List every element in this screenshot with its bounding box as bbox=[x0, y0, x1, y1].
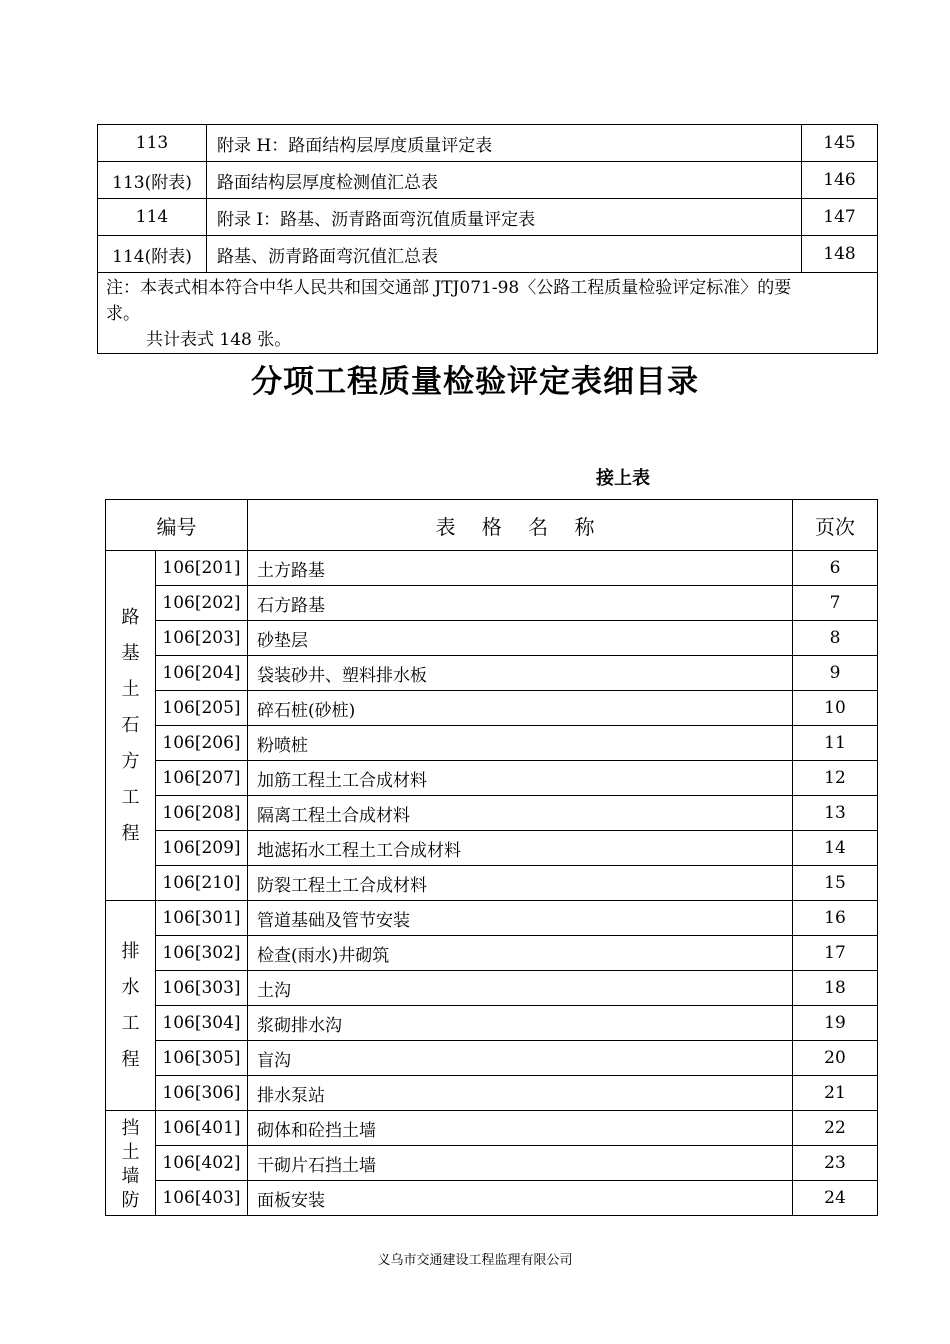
row-page: 24 bbox=[793, 1181, 878, 1216]
row-code: 106[209] bbox=[156, 831, 248, 866]
row-code: 106[303] bbox=[156, 971, 248, 1006]
table-row bbox=[98, 162, 878, 199]
footer-company: 义乌市交通建设工程监理有限公司 bbox=[377, 1253, 573, 1268]
table-header-row bbox=[106, 500, 878, 551]
table-row bbox=[106, 796, 878, 831]
row-page: 10 bbox=[793, 691, 878, 726]
row-page: 21 bbox=[793, 1076, 878, 1111]
row-code: 106[306] bbox=[156, 1076, 248, 1111]
row-page: 18 bbox=[793, 971, 878, 1006]
row-page: 16 bbox=[793, 901, 878, 936]
row-name: 砌体和砼挡土墙 bbox=[248, 1111, 793, 1146]
row-page: 6 bbox=[793, 551, 878, 586]
group-label-char: 基 bbox=[121, 642, 140, 664]
row-name: 防裂工程土工合成材料 bbox=[248, 866, 793, 901]
row-name: 检查(雨水)井砌筑 bbox=[248, 936, 793, 971]
table-row bbox=[106, 1006, 878, 1041]
row-page: 145 bbox=[802, 125, 878, 162]
row-code: 106[204] bbox=[156, 656, 248, 691]
row-code: 106[304] bbox=[156, 1006, 248, 1041]
table-row bbox=[106, 726, 878, 761]
continued-label: 接上表 bbox=[596, 468, 650, 489]
row-name: 附录 I：路基、沥青路面弯沉值质量评定表 bbox=[207, 199, 802, 236]
table-row bbox=[106, 1076, 878, 1111]
row-page: 11 bbox=[793, 726, 878, 761]
group-label-char: 防 bbox=[121, 1190, 140, 1211]
row-page: 22 bbox=[793, 1111, 878, 1146]
row-name: 隔离工程土合成材料 bbox=[248, 796, 793, 831]
row-page: 7 bbox=[793, 586, 878, 621]
row-code: 106[207] bbox=[156, 761, 248, 796]
previous-table-continuation bbox=[97, 124, 878, 354]
row-number: 113(附表) bbox=[98, 162, 207, 199]
row-code: 106[201] bbox=[156, 551, 248, 586]
group-label-char: 工 bbox=[121, 1012, 140, 1034]
row-name: 干砌片石挡土墙 bbox=[248, 1146, 793, 1181]
row-page: 20 bbox=[793, 1041, 878, 1076]
group-label-char: 挡 bbox=[121, 1118, 140, 1139]
row-page: 19 bbox=[793, 1006, 878, 1041]
row-number: 114 bbox=[98, 199, 207, 236]
group-label-char: 土 bbox=[121, 678, 140, 700]
note-row bbox=[98, 273, 878, 354]
row-name: 袋装砂井、塑料排水板 bbox=[248, 656, 793, 691]
row-number: 113 bbox=[98, 125, 207, 162]
group-label-char: 工 bbox=[121, 786, 140, 808]
group-label-char: 排 bbox=[121, 940, 140, 962]
group-label-char: 程 bbox=[121, 1048, 140, 1070]
row-page: 9 bbox=[793, 656, 878, 691]
table-row bbox=[106, 831, 878, 866]
group-label bbox=[106, 551, 156, 901]
row-code: 106[210] bbox=[156, 866, 248, 901]
note-total: 共计表式 148 张。 bbox=[146, 330, 292, 350]
header-page: 页次 bbox=[793, 500, 878, 551]
group-label-char: 水 bbox=[121, 976, 140, 998]
row-code: 106[401] bbox=[156, 1111, 248, 1146]
note-text: 注：本表式相本符合中华人民共和国交通部 JTJ071-98〈公路工程质量检验评定标准〉的要 bbox=[106, 278, 792, 298]
header-name: 表 格 名 称 bbox=[248, 500, 793, 551]
row-name: 路面结构层厚度检测值汇总表 bbox=[207, 162, 802, 199]
table-row bbox=[106, 656, 878, 691]
group-label-char: 方 bbox=[121, 750, 140, 772]
table-row bbox=[106, 761, 878, 796]
row-page: 17 bbox=[793, 936, 878, 971]
row-page: 146 bbox=[802, 162, 878, 199]
group-label-char: 程 bbox=[121, 822, 140, 844]
row-name: 土方路基 bbox=[248, 551, 793, 586]
table-row bbox=[106, 1146, 878, 1181]
row-page: 14 bbox=[793, 831, 878, 866]
row-name: 路基、沥青路面弯沉值汇总表 bbox=[207, 236, 802, 273]
row-page: 15 bbox=[793, 866, 878, 901]
group-label bbox=[106, 1111, 156, 1216]
row-code: 106[403] bbox=[156, 1181, 248, 1216]
row-code: 106[208] bbox=[156, 796, 248, 831]
row-name: 石方路基 bbox=[248, 586, 793, 621]
table-row bbox=[106, 586, 878, 621]
row-page: 8 bbox=[793, 621, 878, 656]
group-label-char: 石 bbox=[121, 714, 140, 736]
table-row bbox=[106, 1041, 878, 1076]
row-name: 地滤拓水工程土工合成材料 bbox=[248, 831, 793, 866]
group-label bbox=[106, 901, 156, 1111]
row-page: 23 bbox=[793, 1146, 878, 1181]
note-text-cont: 求。 bbox=[106, 304, 140, 324]
table-row bbox=[106, 936, 878, 971]
catalog-table bbox=[105, 499, 878, 1216]
note-cell bbox=[98, 273, 878, 354]
table-row bbox=[106, 1181, 878, 1216]
row-name: 管道基础及管节安装 bbox=[248, 901, 793, 936]
row-code: 106[302] bbox=[156, 936, 248, 971]
row-code: 106[206] bbox=[156, 726, 248, 761]
row-page: 148 bbox=[802, 236, 878, 273]
row-code: 106[301] bbox=[156, 901, 248, 936]
row-name: 碎石桩(砂桩) bbox=[248, 691, 793, 726]
header-code: 编号 bbox=[106, 500, 248, 551]
row-page: 147 bbox=[802, 199, 878, 236]
row-page: 13 bbox=[793, 796, 878, 831]
table-row bbox=[98, 236, 878, 273]
table-row bbox=[106, 691, 878, 726]
table-row bbox=[98, 199, 878, 236]
group-label-char: 土 bbox=[121, 1142, 140, 1163]
row-name: 土沟 bbox=[248, 971, 793, 1006]
group-label-char: 墙 bbox=[121, 1166, 140, 1187]
table-row bbox=[98, 125, 878, 162]
row-name: 盲沟 bbox=[248, 1041, 793, 1076]
table-row bbox=[106, 971, 878, 1006]
row-code: 106[305] bbox=[156, 1041, 248, 1076]
table-row bbox=[106, 1111, 878, 1146]
table-row bbox=[106, 901, 878, 936]
table-row bbox=[106, 866, 878, 901]
row-name: 附录 H：路面结构层厚度质量评定表 bbox=[207, 125, 802, 162]
row-code: 106[202] bbox=[156, 586, 248, 621]
group-label-char: 路 bbox=[121, 606, 140, 628]
row-name: 加筋工程土工合成材料 bbox=[248, 761, 793, 796]
row-number: 114(附表) bbox=[98, 236, 207, 273]
row-name: 砂垫层 bbox=[248, 621, 793, 656]
row-name: 粉喷桩 bbox=[248, 726, 793, 761]
row-name: 浆砌排水沟 bbox=[248, 1006, 793, 1041]
row-code: 106[402] bbox=[156, 1146, 248, 1181]
table-row bbox=[106, 621, 878, 656]
row-name: 面板安装 bbox=[248, 1181, 793, 1216]
table-row bbox=[106, 551, 878, 586]
row-name: 排水泵站 bbox=[248, 1076, 793, 1111]
row-page: 12 bbox=[793, 761, 878, 796]
row-code: 106[203] bbox=[156, 621, 248, 656]
row-code: 106[205] bbox=[156, 691, 248, 726]
page-title: 分项工程质量检验评定表细目录 bbox=[251, 364, 699, 400]
